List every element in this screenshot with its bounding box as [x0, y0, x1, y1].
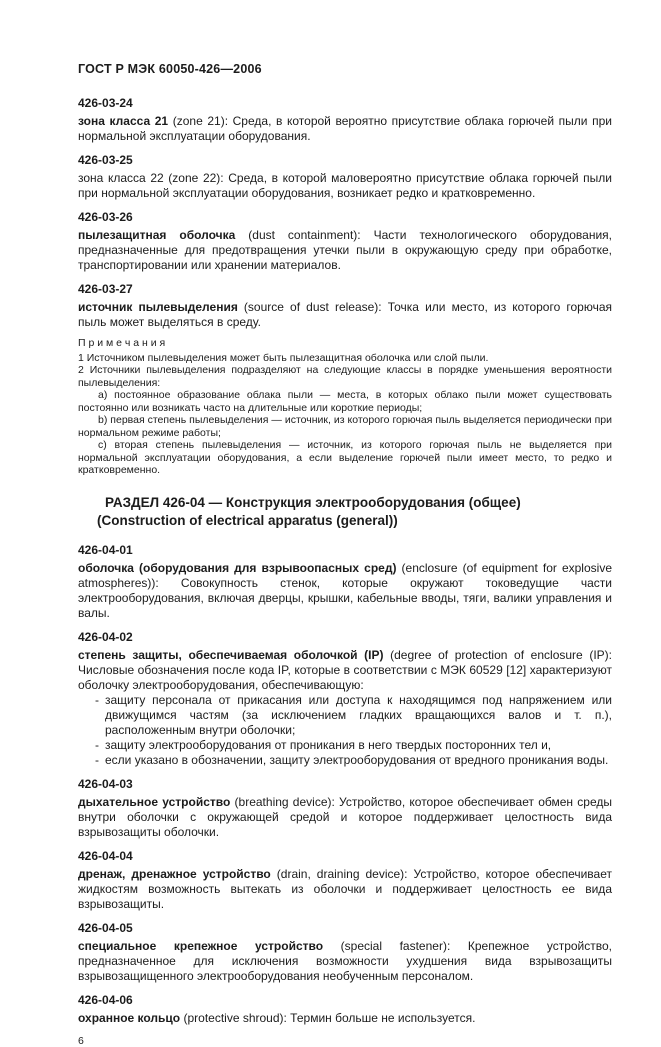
entry-number: 426-04-01: [78, 542, 133, 557]
entry-term: степень защиты, обеспечиваемая оболочкой (IP): [78, 647, 384, 662]
document-content: [78, 62, 612, 1047]
entry-definition: зона класса 22 (zone 22): Среда, в которой маловероятно присутствие облака горючей пыли при нормальной эксплуатации оборудования, возникает редко и кратковременно.: [78, 171, 612, 200]
page-number: 6: [78, 1034, 84, 1047]
entry-term: специальное крепежное устройство: [78, 938, 324, 953]
notes-title: П р и м е ч а н и я: [78, 337, 166, 349]
entry-paragraph: [78, 300, 612, 330]
entry-number: 426-04-05: [78, 920, 133, 935]
entry-number: 426-04-02: [78, 629, 133, 644]
entry-paragraph: [78, 867, 612, 912]
entry-paragraph: [78, 939, 612, 984]
note-item: 1 Источником пылевыделения может быть пылезащитная оболочка или слой пыли.: [78, 351, 489, 364]
note-subitem: b) первая степень пылевыделения — источник, из которого горючая пыль выделяется периодически при нормальном режиме работы;: [78, 414, 612, 439]
entry-number: 426-03-26: [78, 210, 133, 224]
entry-definition: (dust containment): Части технологического оборудования, предназначенные для предотвращения утечки пыли в окружающую среду при обработке, транспортировании или хранении материалов.: [78, 228, 612, 272]
section-title-ru: РАЗДЕЛ 426-04 — Конструкция электрооборудования (общее): [105, 494, 521, 510]
note-subitem: a) постоянное образование облака пыли — места, в которых облако пыли может существовать постоянно или возникать часто на длительные или короткие периоды;: [78, 389, 612, 414]
entry-definition: (breathing device): Устройство, которое обеспечивает обмен среды внутри оболочки с окружающей средой и которое поддерживает целостность вида взрывозащиты оболочки.: [78, 794, 612, 839]
entry-definition: (protective shroud): Термин больше не используется.: [180, 1010, 476, 1025]
entry-number: 426-03-25: [78, 153, 133, 167]
entry-definition: (special fastener): Крепежное устройство, предназначенное для исключения возможности ухудшения вида взрывозащиты взрывозащищенного электрооборудования необученным персоналом.: [78, 938, 612, 983]
section-heading: [97, 494, 612, 530]
entry-term: оболочка (оборудования для взрывоопасных сред): [78, 560, 397, 575]
entry-term: зона класса 21: [78, 114, 169, 128]
entry-term: дыхательное устройство: [78, 794, 231, 809]
entry-number: 426-03-24: [78, 96, 133, 110]
entry-paragraph: [78, 795, 612, 840]
section-title-en: (Construction of electrical apparatus (general)): [97, 512, 398, 528]
entry-definition: (degree of protection of enclosure (IP): Числовые обозначения после кода IP, которые в соответствии с МЭК 60529 [12] характеризуют оболочку электрооборудования, обеспечивающую:: [78, 647, 612, 692]
note-item: 2 Источники пылевыделения подразделяют на следующие классы в порядке уменьшения вероятности пылевыделения:: [78, 364, 612, 389]
entry-number: 426-04-06: [78, 992, 133, 1007]
entry-number: 426-04-03: [78, 776, 133, 791]
notes-block: [78, 337, 612, 477]
entry-paragraph: [78, 114, 612, 144]
entry-term: пылезащитная оболочка: [78, 228, 236, 242]
document-header: ГОСТ Р МЭК 60050-426—2006: [78, 62, 262, 76]
entry-term: источник пылевыделения: [78, 300, 238, 314]
protection-dash-list: [78, 693, 612, 768]
entry-definition: (drain, draining device): Устройство, которое обеспечивает жидкостям возможность вытекать из оболочки и поддерживает целостность ее вида взрывозащиты.: [78, 866, 612, 911]
dash-list-item: - защиту персонала от прикасания или доступа к находящимся под напряжением или движущимся частям (за исключением гладких вращающихся валов и т. п.), расположенным внутри оболочки;: [78, 693, 612, 738]
entry-number: 426-04-04: [78, 848, 133, 863]
entry-paragraph: [78, 648, 612, 693]
entry-paragraph: [78, 171, 612, 201]
entry-paragraph: [78, 228, 612, 273]
note-subitem: c) вторая степень пылевыделения — источник, из которого горючая пыль не выделяется при нормальной эксплуатации оборудования, а если выделение горючей пыли имеет место, то редко и кратковременно.: [78, 439, 612, 476]
dash-list-item: - защиту электрооборудования от проникания в него твердых посторонних тел и,: [78, 738, 612, 753]
entry-definition: (zone 21): Среда, в которой вероятно присутствие облака горючей пыли при нормальной эксплуатации оборудования.: [78, 114, 612, 143]
entry-definition: (enclosure (of equipment for explosive atmospheres)): Совокупность стенок, которые окружают токоведущие части электрооборудования, включая дверцы, крышки, кабельные вводы, тяги, валики управления и валы.: [78, 560, 612, 620]
dash-list-item: - если указано в обозначении, защиту электрооборудования от вредного проникания воды.: [78, 753, 612, 768]
entry-term: охранное кольцо: [78, 1010, 181, 1025]
entry-paragraph: [78, 561, 612, 621]
entry-definition: (source of dust release): Точка или место, из которого горючая пыль может выделяться в среду.: [78, 300, 612, 329]
entry-number: 426-03-27: [78, 282, 133, 296]
entry-paragraph: [78, 1011, 612, 1026]
entry-term: дренаж, дренажное устройство: [78, 866, 271, 881]
